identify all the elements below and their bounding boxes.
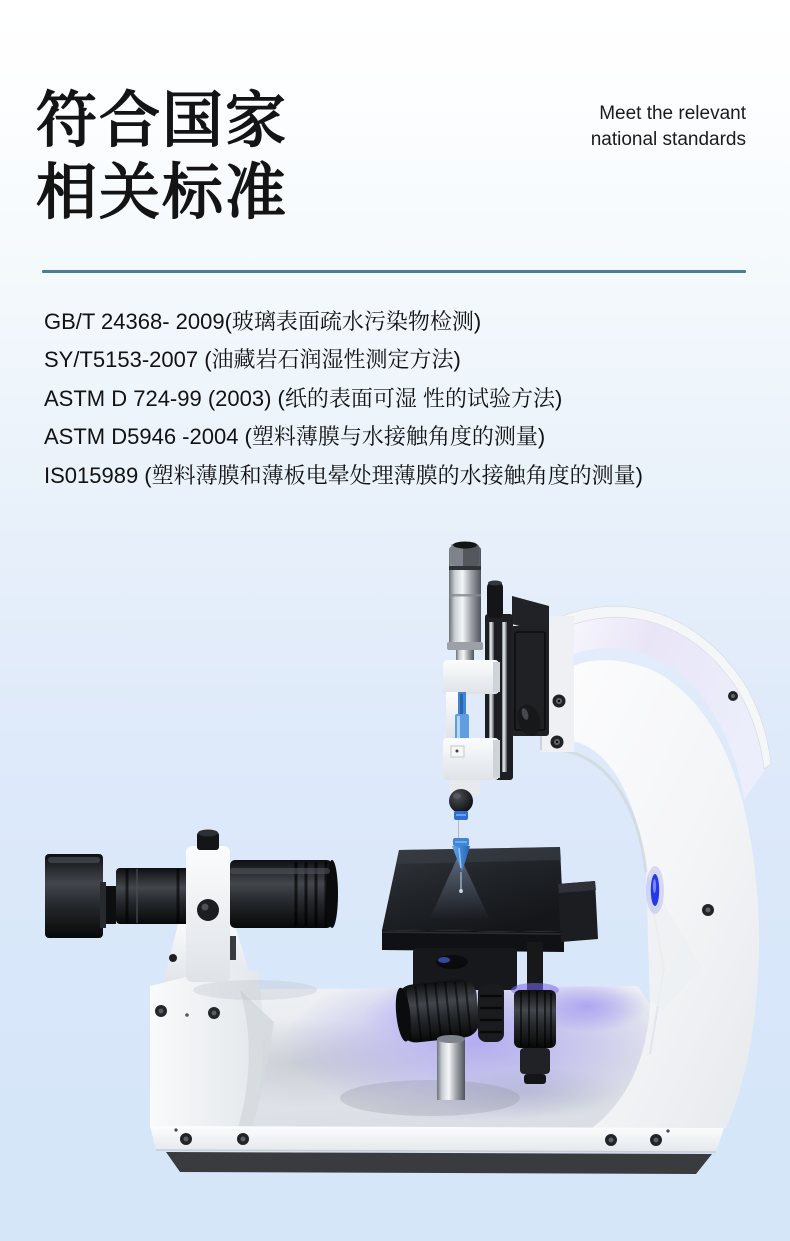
camera-body: [45, 854, 103, 938]
standard-item: GB/T 24368- 2009(玻璃表面疏水污染物检测): [44, 309, 482, 334]
star-wheel: [478, 984, 504, 1042]
subtitle-line-2: national standards: [590, 129, 746, 150]
instrument-base: [150, 1126, 724, 1174]
title-line-2: 相关标准: [36, 160, 289, 227]
product-image-contact-angle-meter: [0, 538, 790, 1200]
syringe-clamp-bottom: [443, 738, 499, 780]
standard-item: ASTM D 724-99 (2003) (纸的表面可湿 性的试验方法): [44, 385, 563, 411]
subtitle-english: [591, 101, 746, 153]
stage-height-knob: [393, 978, 481, 1044]
standard-item: SY/T5153-2007 (油藏岩石润湿性测定方法): [44, 347, 461, 373]
title-line-1: 符合国家: [36, 88, 289, 155]
dispenser-assembly: [443, 542, 549, 894]
divider-line: [42, 270, 746, 273]
syringe-pump-motor: [447, 542, 483, 663]
syringe-clamp-top: [443, 660, 499, 694]
standard-item: ASTM D5946 -2004 (塑料薄膜与水接触角度的测量): [44, 424, 546, 450]
standards-list: [44, 303, 643, 495]
led-indicator: [646, 866, 664, 914]
sample-stage: [382, 847, 598, 952]
subtitle-line-1: Meet the relevant: [599, 103, 746, 124]
camera-assembly: [45, 830, 338, 983]
base-pad: [166, 1152, 712, 1174]
standard-item: IS015989 (塑料薄膜和薄板电晕处理薄膜的水接触角度的测量): [44, 462, 643, 488]
stage-post: [437, 1038, 465, 1100]
page-title: [36, 86, 288, 230]
